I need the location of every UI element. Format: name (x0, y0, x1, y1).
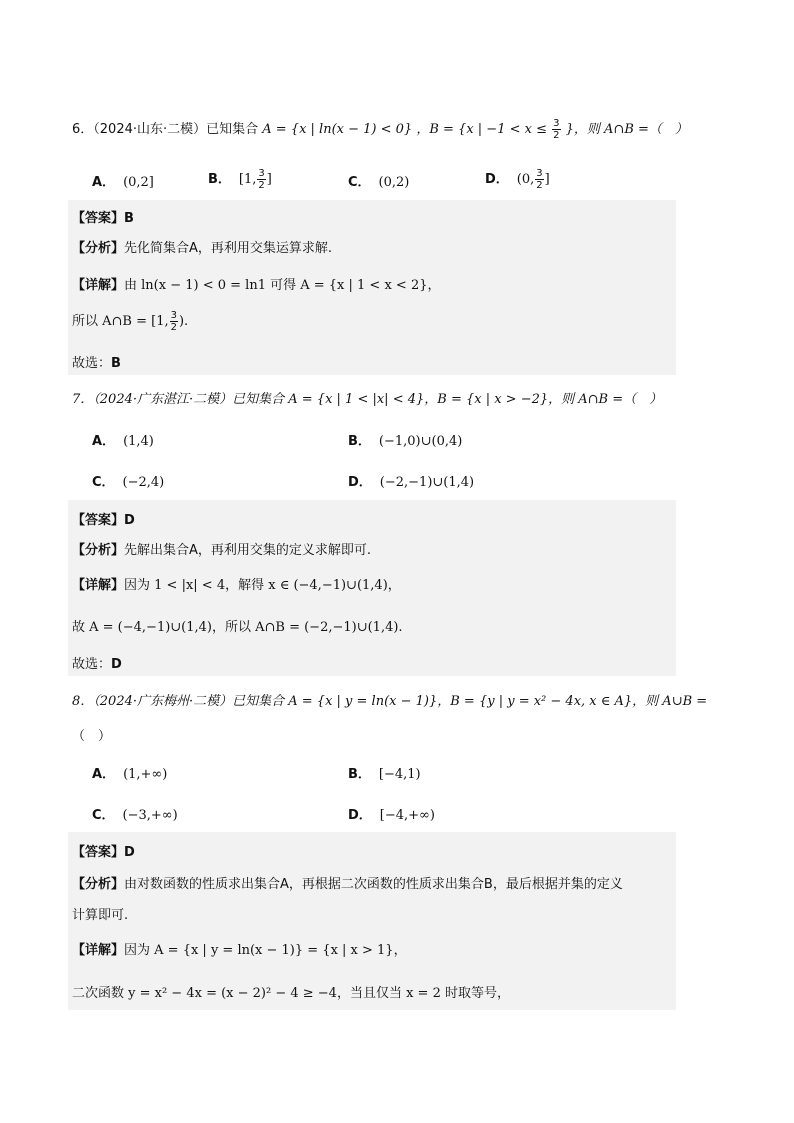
question-7-analysis: 【分析】先解出集合A，再利用交集的定义求解即可. (72, 543, 372, 558)
question-7-answer-box (68, 500, 676, 676)
question-8-option-a[interactable]: A． (1,+∞) (92, 767, 168, 782)
question-8-stem-2: （ ） (72, 729, 112, 744)
question-6-answer: 【答案】B (72, 211, 134, 226)
question-6-detail-2: 所以 A∩B = [1, $\frac{3}{2}$ ). (72, 310, 189, 333)
question-6-choice: 故选：B (72, 356, 121, 371)
question-8-stem: 8．（2024·广东梅州·二模）已知集合 A = {x | y = ln(x − 1)}，B = {y | y = x² − 4x, x ∈ A}，则 A∪B = (72, 694, 708, 709)
question-7-choice: 故选：D (72, 657, 122, 672)
question-6-fraction: $\frac{3}{2}$ (553, 118, 560, 141)
question-6-option-a[interactable]: A． (0,2] (92, 175, 154, 190)
question-7-detail-2: 故 A = (−4,−1)∪(1,4)，所以 A∩B = (−2,−1)∪(1,4). (72, 620, 403, 635)
question-8-option-d[interactable]: D． [−4,+∞) (348, 808, 435, 823)
question-6-detail-1: 【详解】由 ln(x − 1) < 0 = ln1 可得 A = {x | 1 < x < 2}， (72, 278, 441, 293)
question-8-analysis: 【分析】由对数函数的性质求出集合A，再根据二次函数的性质求出集合B，最后根据并集的定义 (72, 877, 623, 892)
question-8-option-c[interactable]: C． (−3,+∞) (92, 808, 178, 823)
question-7-option-c[interactable]: C． (−2,4) (92, 475, 165, 490)
question-6-prefix: 6．（2024·山东·二模）已知集合 (72, 122, 259, 137)
question-8-analysis-2: 计算即可. (72, 908, 129, 923)
question-6-set-a: A = {x | ln(x − 1) < 0} (262, 122, 413, 137)
question-6-stem (72, 118, 688, 141)
question-8-detail-2: 二次函数 y = x² − 4x = (x − 2)² − 4 ≥ −4，当且仅当 x = 2 时取等号， (72, 986, 510, 1001)
question-6-option-b[interactable]: B． [1, $\frac{3}{2}$ ] (208, 168, 272, 191)
question-6-analysis: 【分析】先化简集合A，再利用交集运算求解. (72, 241, 333, 256)
question-6-set-b: ，B = {x | −1 < x ≤ (416, 122, 547, 137)
question-8-detail-1: 【详解】因为 A = {x | y = ln(x − 1)} = {x | x > 1}， (72, 943, 407, 958)
question-6-option-c[interactable]: C． (0,2) (348, 175, 410, 190)
question-6-suffix: }，则 A∩B =（ ） (565, 122, 688, 137)
question-7-option-b[interactable]: B． (−1,0)∪(0,4) (348, 434, 463, 449)
question-6-option-d[interactable]: D． (0, $\frac{3}{2}$ ] (485, 168, 550, 191)
question-8-option-b[interactable]: B． [−4,1) (348, 767, 421, 782)
question-7-stem: 7．（2024·广东湛江·二模）已知集合 A = {x | 1 < |x| < 4}，B = {x | x > −2}，则 A∩B =（ ） (72, 392, 663, 407)
question-7-option-a[interactable]: A． (1,4) (92, 434, 154, 449)
question-7-option-d[interactable]: D． (−2,−1)∪(1,4) (348, 475, 475, 490)
question-8-answer-box (68, 832, 676, 1010)
question-6-answer-box (68, 200, 676, 375)
question-7-answer: 【答案】D (72, 513, 135, 528)
question-7-detail-1: 【详解】因为 1 < |x| < 4，解得 x ∈ (−4,−1)∪(1,4)， (72, 578, 401, 593)
question-8-answer: 【答案】D (72, 845, 135, 860)
